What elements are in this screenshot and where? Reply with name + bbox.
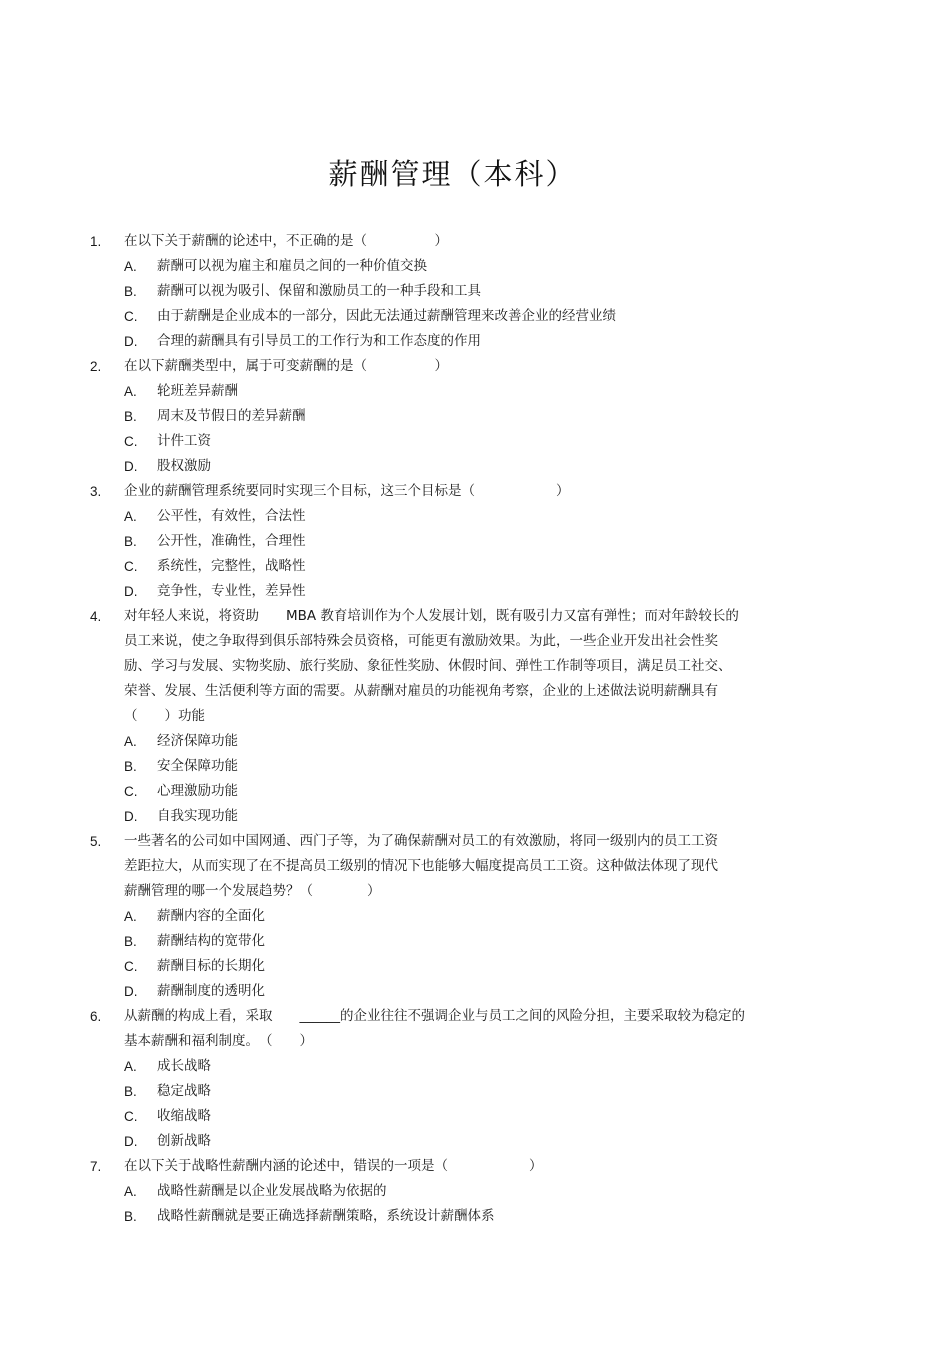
- option-letter: B.: [124, 284, 137, 299]
- option-text: 薪酬结构的宽带化: [157, 933, 265, 949]
- answer-option: [0, 1054, 950, 1079]
- answer-option: [0, 1179, 950, 1204]
- option-letter: A.: [124, 259, 137, 274]
- question-text: 基本薪酬和福利制度。 （ ）: [124, 1033, 313, 1049]
- option-text: 周末及节假日的差异薪酬: [157, 408, 306, 424]
- option-text: 由于薪酬是企业成本的一部分，因此无法通过薪酬管理来改善企业的经营业绩: [157, 308, 616, 324]
- question-stem: [0, 604, 950, 629]
- option-letter: D.: [124, 809, 138, 824]
- option-letter: B.: [124, 409, 137, 424]
- answer-option: [0, 429, 950, 454]
- question-text: 从薪酬的构成上看，采取 ______的企业往往不强调企业与员工之间的风险分担，主要采取较为稳定的: [124, 1008, 745, 1024]
- option-letter: C.: [124, 434, 138, 449]
- option-letter: B.: [124, 1084, 137, 1099]
- option-letter: B.: [124, 934, 137, 949]
- option-text: 心理激励功能: [157, 783, 238, 799]
- option-text: 收缩战略: [157, 1108, 211, 1124]
- answer-option: [0, 404, 950, 429]
- page-title: 薪酬管理（本科）: [328, 157, 577, 191]
- question-text: 薪酬管理的哪一个发展趋势？（ ）: [124, 883, 381, 899]
- option-letter: B.: [124, 534, 137, 549]
- answer-option: [0, 729, 950, 754]
- option-letter: C.: [124, 559, 138, 574]
- option-text: 轮班差异薪酬: [157, 383, 238, 399]
- question-stem: [0, 1154, 950, 1179]
- option-text: 安全保障功能: [157, 758, 238, 774]
- option-letter: A.: [124, 1059, 137, 1074]
- option-text: 公平性，有效性，合法性: [157, 508, 306, 524]
- answer-option: [0, 304, 950, 329]
- question-number: 5.: [90, 834, 102, 849]
- option-text: 系统性，完整性，战略性: [157, 558, 306, 574]
- option-text: 股权激励: [157, 458, 211, 474]
- option-text: 合理的薪酬具有引导员工的工作行为和工作态度的作用: [157, 333, 481, 349]
- question-text: 一些著名的公司如中国网通、西门子等，为了确保薪酬对员工的有效激励，将同一级别内的员工工资: [124, 833, 718, 849]
- option-letter: A.: [124, 909, 137, 924]
- answer-option: [0, 1204, 950, 1229]
- answer-option: [0, 579, 950, 604]
- question-block: [0, 229, 950, 354]
- question-stem-continuation: [0, 629, 950, 654]
- option-letter: C.: [124, 309, 138, 324]
- option-letter: D.: [124, 984, 138, 999]
- question-text: 在以下关于薪酬的论述中，不正确的是（ ）: [124, 233, 448, 249]
- question-text: 对年轻人来说，将资助 MBA 教育培训作为个人发展计划，既有吸引力又富有弹性；而对年龄较长的: [124, 608, 739, 624]
- answer-option: [0, 904, 950, 929]
- question-stem: [0, 354, 950, 379]
- option-text: 薪酬可以视为吸引、保留和激励员工的一种手段和工具: [157, 283, 481, 299]
- question-stem-continuation: [0, 679, 950, 704]
- question-block: [0, 354, 950, 479]
- option-text: 薪酬可以视为雇主和雇员之间的一种价值交换: [157, 258, 427, 274]
- answer-option: [0, 1079, 950, 1104]
- question-block: [0, 604, 950, 829]
- question-block: [0, 829, 950, 1004]
- answer-option: [0, 529, 950, 554]
- option-text: 战略性薪酬是以企业发展战略为依据的: [157, 1183, 387, 1199]
- option-letter: C.: [124, 1109, 138, 1124]
- answer-option: [0, 954, 950, 979]
- question-text: （ ）功能: [124, 708, 205, 724]
- question-number: 2.: [90, 359, 102, 374]
- answer-option: [0, 804, 950, 829]
- option-letter: B.: [124, 1209, 137, 1224]
- answer-option: [0, 1104, 950, 1129]
- question-stem: [0, 1004, 950, 1029]
- question-stem-continuation: [0, 879, 950, 904]
- answer-option: [0, 929, 950, 954]
- answer-option: [0, 979, 950, 1004]
- answer-option: [0, 554, 950, 579]
- question-number: 3.: [90, 484, 102, 499]
- option-letter: C.: [124, 784, 138, 799]
- option-letter: A.: [124, 1184, 137, 1199]
- option-letter: D.: [124, 584, 138, 599]
- option-text: 战略性薪酬就是要正确选择薪酬策略，系统设计薪酬体系: [157, 1208, 495, 1224]
- question-text: 在以下关于战略性薪酬内涵的论述中，错误的一项是（ ）: [124, 1158, 543, 1174]
- answer-option: [0, 279, 950, 304]
- option-letter: B.: [124, 759, 137, 774]
- question-text: 在以下薪酬类型中，属于可变薪酬的是（ ）: [124, 358, 448, 374]
- answer-option: [0, 329, 950, 354]
- option-letter: D.: [124, 1134, 138, 1149]
- option-text: 成长战略: [157, 1058, 211, 1074]
- option-text: 稳定战略: [157, 1083, 211, 1099]
- answer-option: [0, 504, 950, 529]
- question-number: 4.: [90, 609, 102, 624]
- option-text: 自我实现功能: [157, 808, 238, 824]
- question-number: 1.: [90, 234, 102, 249]
- question-stem: [0, 479, 950, 504]
- question-stem-continuation: [0, 854, 950, 879]
- answer-option: [0, 754, 950, 779]
- question-text: 荣誉、发展、生活便利等方面的需要。从薪酬对雇员的功能视角考察，企业的上述做法说明薪酬具有: [124, 683, 718, 699]
- question-list: [0, 229, 950, 1229]
- question-stem: [0, 229, 950, 254]
- option-text: 经济保障功能: [157, 733, 238, 749]
- question-number: 6.: [90, 1009, 102, 1024]
- question-text: 员工来说，使之争取得到俱乐部特殊会员资格，可能更有激励效果。为此，一些企业开发出社会性奖: [124, 633, 718, 649]
- answer-option: [0, 254, 950, 279]
- question-text: 励、学习与发展、实物奖励、旅行奖励、象征性奖励、休假时间、弹性工作制等项目，满足员工社交、: [124, 658, 732, 674]
- question-text: 差距拉大，从而实现了在不提高员工级别的情况下也能够大幅度提高员工工资。这种做法体现了现代: [124, 858, 718, 874]
- question-stem-continuation: [0, 704, 950, 729]
- option-text: 薪酬制度的透明化: [157, 983, 265, 999]
- question-block: [0, 1004, 950, 1154]
- question-block: [0, 1154, 950, 1229]
- question-stem: [0, 829, 950, 854]
- answer-option: [0, 779, 950, 804]
- answer-option: [0, 1129, 950, 1154]
- answer-option: [0, 379, 950, 404]
- option-text: 薪酬内容的全面化: [157, 908, 265, 924]
- option-text: 创新战略: [157, 1133, 211, 1149]
- option-letter: A.: [124, 509, 137, 524]
- question-text: 企业的薪酬管理系统要同时实现三个目标，这三个目标是（ ）: [124, 483, 570, 499]
- option-text: 薪酬目标的长期化: [157, 958, 265, 974]
- option-letter: A.: [124, 384, 137, 399]
- question-number: 7.: [90, 1159, 102, 1174]
- option-letter: C.: [124, 959, 138, 974]
- option-text: 竞争性，专业性，差异性: [157, 583, 306, 599]
- question-block: [0, 479, 950, 604]
- option-text: 公开性，准确性，合理性: [157, 533, 306, 549]
- option-letter: A.: [124, 734, 137, 749]
- question-stem-continuation: [0, 654, 950, 679]
- question-stem-continuation: [0, 1029, 950, 1054]
- option-letter: D.: [124, 334, 138, 349]
- option-text: 计件工资: [157, 433, 211, 449]
- option-letter: D.: [124, 459, 138, 474]
- answer-option: [0, 454, 950, 479]
